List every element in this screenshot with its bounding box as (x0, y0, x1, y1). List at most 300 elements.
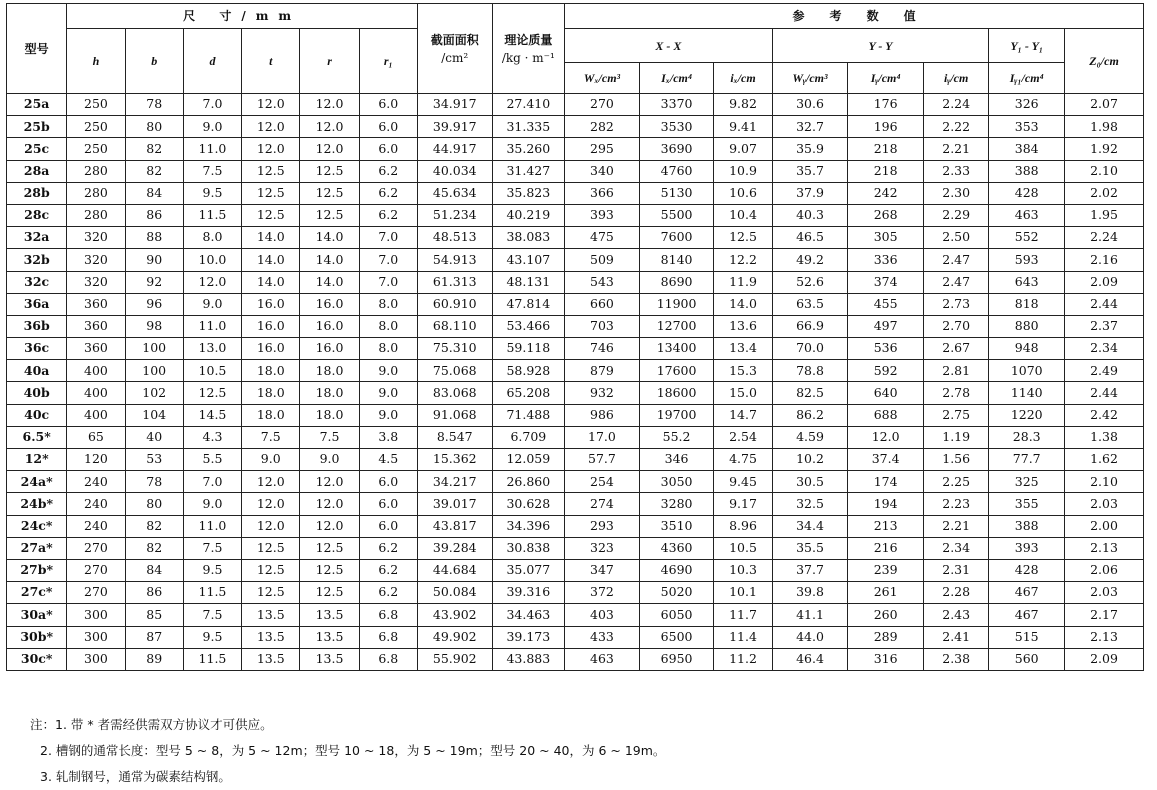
table-cell: 48.513 (417, 227, 492, 249)
table-cell: 320 (67, 249, 125, 271)
table-cell: 11.9 (714, 271, 772, 293)
table-cell: 360 (67, 293, 125, 315)
table-cell: 2.21 (923, 515, 988, 537)
table-cell: 63.5 (772, 293, 848, 315)
table-cell: 16.0 (242, 315, 300, 337)
table-cell: 1.56 (923, 449, 988, 471)
table-cell: 12.5 (242, 160, 300, 182)
row-model-cell: 6.5* (7, 426, 67, 448)
table-cell: 18.0 (242, 360, 300, 382)
table-cell: 260 (848, 604, 924, 626)
table-cell: 2.30 (923, 182, 988, 204)
table-cell: 3050 (639, 471, 714, 493)
table-cell: 40.034 (417, 160, 492, 182)
table-cell: 12.0 (242, 116, 300, 138)
table-cell: 393 (565, 204, 640, 226)
table-cell: 12.0 (300, 493, 359, 515)
table-cell: 1140 (989, 382, 1065, 404)
table-cell: 39.284 (417, 537, 492, 559)
table-cell: 82 (125, 160, 183, 182)
table-row (7, 293, 1144, 315)
row-model-cell: 25a (7, 94, 67, 116)
table-cell: 13.5 (242, 626, 300, 648)
table-cell: 5020 (639, 582, 714, 604)
table-cell: 12.0 (300, 116, 359, 138)
table-cell: 879 (565, 360, 640, 382)
table-cell: 9.5 (183, 182, 241, 204)
table-cell: 14.7 (714, 404, 772, 426)
table-cell: 6.2 (359, 182, 417, 204)
table-cell: 300 (67, 604, 125, 626)
table-cell: 467 (989, 604, 1065, 626)
table-cell: 48.131 (492, 271, 565, 293)
table-cell: 4760 (639, 160, 714, 182)
table-cell: 11.0 (183, 515, 241, 537)
table-cell: 35.5 (772, 537, 848, 559)
table-cell: 13.5 (300, 648, 359, 670)
table-cell: 35.823 (492, 182, 565, 204)
table-cell: 2.33 (923, 160, 988, 182)
table-cell: 9.0 (359, 360, 417, 382)
table-cell: 65.208 (492, 382, 565, 404)
table-row (7, 94, 1144, 116)
table-cell: 1220 (989, 404, 1065, 426)
table-cell: 6.8 (359, 604, 417, 626)
table-cell: 360 (67, 315, 125, 337)
table-cell: 43.902 (417, 604, 492, 626)
table-cell: 13.4 (714, 338, 772, 360)
table-cell: 7.0 (183, 471, 241, 493)
table-cell: 2.16 (1065, 249, 1144, 271)
table-row (7, 426, 1144, 448)
table-cell: 400 (67, 360, 125, 382)
table-cell: 6050 (639, 604, 714, 626)
table-cell: 9.45 (714, 471, 772, 493)
table-cell: 19700 (639, 404, 714, 426)
table-cell: 44.917 (417, 138, 492, 160)
table-cell: 9.0 (183, 116, 241, 138)
table-cell: 78 (125, 94, 183, 116)
table-cell: 593 (989, 249, 1065, 271)
table-cell: 2.23 (923, 493, 988, 515)
table-cell: 6.0 (359, 493, 417, 515)
table-cell: 2.47 (923, 271, 988, 293)
table-cell: 7.0 (359, 271, 417, 293)
table-cell: 320 (67, 271, 125, 293)
table-cell: 13.0 (183, 338, 241, 360)
table-cell: 9.5 (183, 559, 241, 581)
table-cell: 2.13 (1065, 626, 1144, 648)
table-cell: 374 (848, 271, 924, 293)
row-model-cell: 36c (7, 338, 67, 360)
note-3: 3. 轧制钢号，通常为碳素结构钢。 (40, 769, 231, 784)
table-cell: 372 (565, 582, 640, 604)
table-cell: 428 (989, 182, 1065, 204)
table-cell: 12.0 (300, 471, 359, 493)
table-cell: 7.5 (183, 604, 241, 626)
header-axis-y1y1: Y₁ - Y₁ (989, 29, 1065, 63)
table-cell: 13.5 (300, 604, 359, 626)
table-cell: 11.5 (183, 648, 241, 670)
table-cell: 7.5 (183, 160, 241, 182)
table-cell: 6.8 (359, 648, 417, 670)
row-model-cell: 30c* (7, 648, 67, 670)
table-cell: 39.173 (492, 626, 565, 648)
table-cell: 27.410 (492, 94, 565, 116)
table-cell: 346 (639, 449, 714, 471)
table-cell: 66.9 (772, 315, 848, 337)
table-cell: 96 (125, 293, 183, 315)
table-cell: 52.6 (772, 271, 848, 293)
table-cell: 932 (565, 382, 640, 404)
table-cell: 30.5 (772, 471, 848, 493)
table-cell: 240 (67, 471, 125, 493)
table-cell: 818 (989, 293, 1065, 315)
table-row (7, 493, 1144, 515)
table-cell: 37.7 (772, 559, 848, 581)
table-cell: 1.38 (1065, 426, 1144, 448)
table-row (7, 204, 1144, 226)
table-cell: 176 (848, 94, 924, 116)
table-cell: 10.5 (183, 360, 241, 382)
table-cell: 428 (989, 559, 1065, 581)
table-cell: 6.0 (359, 138, 417, 160)
table-cell: 300 (67, 626, 125, 648)
table-cell: 12.0 (300, 515, 359, 537)
table-cell: 475 (565, 227, 640, 249)
table-cell: 355 (989, 493, 1065, 515)
table-cell: 2.34 (923, 537, 988, 559)
table-cell: 8.96 (714, 515, 772, 537)
table-cell: 592 (848, 360, 924, 382)
row-model-cell: 30b* (7, 626, 67, 648)
table-cell: 8.0 (359, 315, 417, 337)
table-cell: 2.17 (1065, 604, 1144, 626)
header-dim-t: t (242, 29, 300, 94)
table-cell: 104 (125, 404, 183, 426)
table-cell: 78 (125, 471, 183, 493)
table-cell: 8.547 (417, 426, 492, 448)
header-ix: Iₓ/cm⁴ (639, 63, 714, 94)
row-model-cell: 30a* (7, 604, 67, 626)
table-cell: 9.0 (359, 382, 417, 404)
table-cell: 84 (125, 182, 183, 204)
table-cell: 194 (848, 493, 924, 515)
table-cell: 289 (848, 626, 924, 648)
row-model-cell: 27b* (7, 559, 67, 581)
table-cell: 10.1 (714, 582, 772, 604)
row-model-cell: 27a* (7, 537, 67, 559)
table-cell: 54.913 (417, 249, 492, 271)
table-cell: 8.0 (359, 338, 417, 360)
table-row (7, 360, 1144, 382)
table-cell: 18.0 (300, 404, 359, 426)
row-model-cell: 24a* (7, 471, 67, 493)
table-cell: 7.0 (183, 94, 241, 116)
row-model-cell: 25c (7, 138, 67, 160)
table-cell: 463 (565, 648, 640, 670)
table-cell: 280 (67, 204, 125, 226)
table-cell: 7.5 (300, 426, 359, 448)
table-cell: 11.0 (183, 315, 241, 337)
table-cell: 12.0 (300, 94, 359, 116)
table-cell: 12.5 (242, 537, 300, 559)
table-cell: 268 (848, 204, 924, 226)
table-cell: 14.0 (242, 249, 300, 271)
row-model-cell: 25b (7, 116, 67, 138)
table-cell: 11.2 (714, 648, 772, 670)
table-cell: 6.0 (359, 94, 417, 116)
table-cell: 39.8 (772, 582, 848, 604)
table-cell: 18.0 (242, 382, 300, 404)
table-cell: 53 (125, 449, 183, 471)
table-cell: 14.0 (300, 271, 359, 293)
table-cell: 2.09 (1065, 271, 1144, 293)
table-cell: 9.0 (183, 493, 241, 515)
table-cell: 9.07 (714, 138, 772, 160)
table-cell: 293 (565, 515, 640, 537)
table-cell: 12.0 (242, 94, 300, 116)
table-cell: 100 (125, 338, 183, 360)
table-row (7, 138, 1144, 160)
table-cell: 34.917 (417, 94, 492, 116)
table-row (7, 116, 1144, 138)
table-cell: 2.06 (1065, 559, 1144, 581)
table-cell: 10.3 (714, 559, 772, 581)
header-area: 截面面积 /cm² (417, 4, 492, 94)
table-cell: 12.5 (300, 160, 359, 182)
table-cell: 360 (67, 338, 125, 360)
table-cell: 49.902 (417, 626, 492, 648)
table-cell: 35.7 (772, 160, 848, 182)
table-cell: 49.2 (772, 249, 848, 271)
table-cell: 37.4 (848, 449, 924, 471)
table-cell: 6.0 (359, 471, 417, 493)
table-cell: 16.0 (300, 338, 359, 360)
header-dim-d: d (183, 29, 241, 94)
header-ix-radius: iₓ/cm (714, 63, 772, 94)
table-cell: 12.0 (300, 138, 359, 160)
table-cell: 560 (989, 648, 1065, 670)
table-row (7, 382, 1144, 404)
table-row (7, 648, 1144, 670)
table-cell: 120 (67, 449, 125, 471)
table-cell: 8.0 (359, 293, 417, 315)
table-row (7, 582, 1144, 604)
table-cell: 6950 (639, 648, 714, 670)
table-cell: 433 (565, 626, 640, 648)
table-row (7, 559, 1144, 581)
table-cell: 948 (989, 338, 1065, 360)
table-cell: 39.316 (492, 582, 565, 604)
table-cell: 11.4 (714, 626, 772, 648)
table-cell: 455 (848, 293, 924, 315)
table-row (7, 515, 1144, 537)
table-cell: 2.50 (923, 227, 988, 249)
row-model-cell: 36b (7, 315, 67, 337)
table-cell: 18.0 (242, 404, 300, 426)
table-cell: 295 (565, 138, 640, 160)
row-model-cell: 12* (7, 449, 67, 471)
table-cell: 2.02 (1065, 182, 1144, 204)
table-cell: 2.10 (1065, 160, 1144, 182)
table-cell: 12.0 (848, 426, 924, 448)
table-cell: 7.5 (242, 426, 300, 448)
table-cell: 12.0 (183, 271, 241, 293)
table-cell: 6.0 (359, 515, 417, 537)
table-cell: 213 (848, 515, 924, 537)
table-cell: 16.0 (242, 338, 300, 360)
table-cell: 467 (989, 582, 1065, 604)
table-cell: 9.0 (242, 449, 300, 471)
table-cell: 463 (989, 204, 1065, 226)
header-z0: Z₀/cm (1065, 29, 1144, 94)
table-cell: 270 (67, 537, 125, 559)
table-cell: 86 (125, 582, 183, 604)
table-cell: 2.73 (923, 293, 988, 315)
table-cell: 196 (848, 116, 924, 138)
table-cell: 12.5 (300, 204, 359, 226)
table-cell: 90 (125, 249, 183, 271)
table-row (7, 160, 1144, 182)
table-cell: 2.25 (923, 471, 988, 493)
table-cell: 393 (989, 537, 1065, 559)
table-cell: 254 (565, 471, 640, 493)
table-cell: 83.068 (417, 382, 492, 404)
table-cell: 40 (125, 426, 183, 448)
table-cell: 280 (67, 182, 125, 204)
table-cell: 16.0 (300, 293, 359, 315)
table-cell: 2.31 (923, 559, 988, 581)
table-cell: 9.17 (714, 493, 772, 515)
table-cell: 18.0 (300, 382, 359, 404)
table-cell: 46.5 (772, 227, 848, 249)
table-cell: 12700 (639, 315, 714, 337)
table-cell: 68.110 (417, 315, 492, 337)
table-cell: 12.5 (300, 537, 359, 559)
table-cell: 1.19 (923, 426, 988, 448)
table-cell: 100 (125, 360, 183, 382)
table-cell: 70.0 (772, 338, 848, 360)
table-cell: 12.0 (242, 471, 300, 493)
table-cell: 11.5 (183, 204, 241, 226)
table-cell: 18600 (639, 382, 714, 404)
table-cell: 18.0 (300, 360, 359, 382)
row-model-cell: 28a (7, 160, 67, 182)
table-cell: 2.67 (923, 338, 988, 360)
table-cell: 270 (67, 582, 125, 604)
table-cell: 282 (565, 116, 640, 138)
table-row (7, 537, 1144, 559)
table-cell: 174 (848, 471, 924, 493)
table-cell: 14.0 (300, 227, 359, 249)
table-cell: 261 (848, 582, 924, 604)
table-cell: 6500 (639, 626, 714, 648)
table-cell: 80 (125, 493, 183, 515)
table-cell: 2.28 (923, 582, 988, 604)
table-row (7, 338, 1144, 360)
row-model-cell: 40c (7, 404, 67, 426)
table-cell: 640 (848, 382, 924, 404)
header-mass: 理论质量 /kg · m⁻¹ (492, 4, 565, 94)
table-cell: 102 (125, 382, 183, 404)
table-cell: 65 (67, 426, 125, 448)
table-cell: 13.5 (300, 626, 359, 648)
table-cell: 239 (848, 559, 924, 581)
table-cell: 84 (125, 559, 183, 581)
table-cell: 336 (848, 249, 924, 271)
table-cell: 12.0 (242, 515, 300, 537)
table-cell: 340 (565, 160, 640, 182)
table-cell: 250 (67, 116, 125, 138)
table-cell: 75.068 (417, 360, 492, 382)
table-cell: 2.29 (923, 204, 988, 226)
table-cell: 34.4 (772, 515, 848, 537)
header-dim-h: h (67, 29, 125, 94)
table-cell: 12.5 (300, 182, 359, 204)
table-cell: 3530 (639, 116, 714, 138)
table-cell: 2.41 (923, 626, 988, 648)
table-cell: 688 (848, 404, 924, 426)
table-cell: 3510 (639, 515, 714, 537)
table-cell: 10.9 (714, 160, 772, 182)
row-model-cell: 32b (7, 249, 67, 271)
table-cell: 91.068 (417, 404, 492, 426)
table-cell: 12.0 (242, 493, 300, 515)
row-model-cell: 40b (7, 382, 67, 404)
table-cell: 13.5 (242, 648, 300, 670)
table-cell: 15.362 (417, 449, 492, 471)
table-cell: 14.0 (242, 271, 300, 293)
table-cell: 44.684 (417, 559, 492, 581)
table-cell: 643 (989, 271, 1065, 293)
table-cell: 92 (125, 271, 183, 293)
table-cell: 4.5 (359, 449, 417, 471)
table-cell: 986 (565, 404, 640, 426)
table-cell: 98 (125, 315, 183, 337)
table-cell: 2.42 (1065, 404, 1144, 426)
table-cell: 2.03 (1065, 493, 1144, 515)
table-row (7, 626, 1144, 648)
header-dim-r: r (300, 29, 359, 94)
table-cell: 552 (989, 227, 1065, 249)
table-cell: 536 (848, 338, 924, 360)
table-cell: 10.6 (714, 182, 772, 204)
table-cell: 82.5 (772, 382, 848, 404)
table-cell: 366 (565, 182, 640, 204)
table-cell: 240 (67, 515, 125, 537)
table-cell: 58.928 (492, 360, 565, 382)
table-cell: 26.860 (492, 471, 565, 493)
table-cell: 388 (989, 515, 1065, 537)
table-row (7, 404, 1144, 426)
table-cell: 9.0 (300, 449, 359, 471)
table-cell: 43.883 (492, 648, 565, 670)
table-cell: 400 (67, 404, 125, 426)
table-cell: 11900 (639, 293, 714, 315)
table-cell: 14.0 (242, 227, 300, 249)
table-cell: 12.5 (242, 204, 300, 226)
table-cell: 353 (989, 116, 1065, 138)
table-row (7, 471, 1144, 493)
table-cell: 384 (989, 138, 1065, 160)
table-cell: 39.917 (417, 116, 492, 138)
table-cell: 3.8 (359, 426, 417, 448)
table-cell: 16.0 (242, 293, 300, 315)
header-iy1: Iᵧ₁/cm⁴ (989, 63, 1065, 94)
table-cell: 2.38 (923, 648, 988, 670)
channel-steel-table (6, 3, 1144, 671)
